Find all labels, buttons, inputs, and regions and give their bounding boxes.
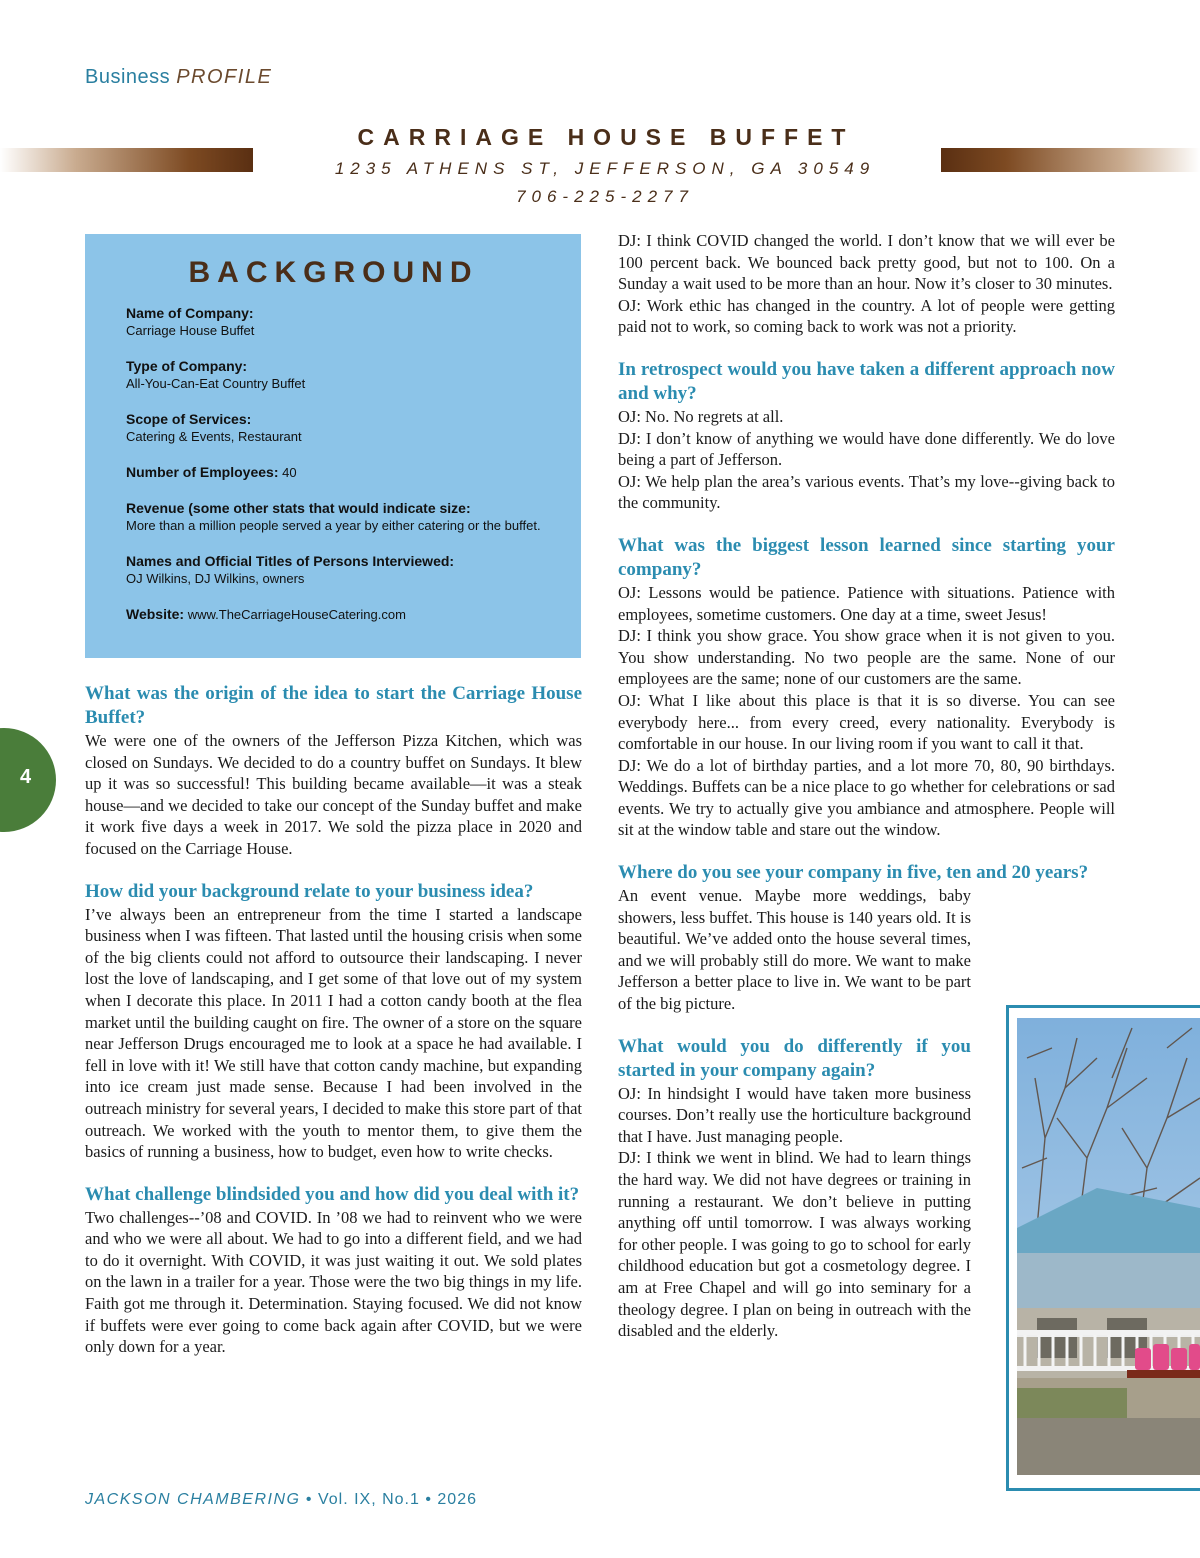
answer-paragraph: DJ: I think we went in blind. We had to learn things the hard way. We did not have degrees or training in running a restaurant. We don’t believe in putting anything off until tomorrow. I was always working for other people. I was going to go to school for early childhood education but got a cosmetology degree. I am at Free Chapel and will go into seminary for a theology degree. I plan on being in outreach with the disabled and the elderly.	[618, 1148, 971, 1341]
background-heading: BACKGROUND	[188, 256, 479, 289]
field-label: Scope of Services:	[126, 411, 252, 427]
answer-paragraph: DJ: I think you show grace. You show grace when it is not given to you. You show understanding. No two people are the same. None of our employees are the same; none of our customers are the same.	[618, 626, 1115, 689]
title-block	[0, 124, 1200, 207]
field-label: Names and Official Titles of Persons Interviewed:	[126, 553, 455, 569]
field-label: Website:	[126, 606, 185, 622]
field-value: All-You-Can-Eat Country Buffet	[126, 376, 306, 391]
field-value: OJ Wilkins, DJ Wilkins, owners	[126, 571, 305, 586]
answer-paragraph: I’ve always been an entrepreneur from the time I started a landscape business when I was fifteen. That lasted until the housing crisis when some of the big clients could not afford to outsource their landscaping. I never lost the love of landscaping, and I get some of that love out of my system when I decorate this place. In 2011 I had a cotton candy booth at the flea market until the building caught on fire. The owner of a store on the square near Jefferson Drugs encouraged me to look at a space he had available. I fell in love with it! We still have that cotton candy machine, but expanding into ice cream just made sense. Because I had been involved in the outreach ministry for several years, I decided to make this store part of that outreach. We worked with the youth to mentor them, to give them the basics of running a business, how to budget, even how to write checks.	[85, 904, 582, 1162]
publication-name: JACKSON CHAMBERING	[85, 1491, 301, 1508]
field-label: Number of Employees:	[126, 464, 279, 480]
question-heading: Where do you see your company in five, ten and 20 years?	[618, 862, 1089, 884]
section-label	[85, 66, 272, 89]
field-value: Catering & Events, Restaurant	[126, 429, 302, 444]
field-label: Name of Company:	[126, 305, 254, 321]
answer-paragraph: DJ: I think COVID changed the world. I don’t know that we will ever be 100 percent back. We bounced back pretty good, but not to 100. On a Sunday a wait used to be more than an hour. Now it’s closer to 30 minutes.	[618, 231, 1115, 294]
left-column	[85, 682, 582, 1358]
footer	[85, 1491, 477, 1509]
background-box	[85, 234, 581, 658]
field-company-name	[126, 304, 541, 340]
field-value: More than a million people served a year by either catering or the buffet.	[126, 518, 541, 533]
question-heading: In retrospect would you have taken a different approach now and why?	[618, 358, 1115, 404]
question-heading: What challenge blindsided you and how did you deal with it?	[85, 1183, 580, 1205]
company-phone: 706-225-2277	[516, 187, 694, 206]
question-heading: What would you do differently if you started in your company again?	[618, 1035, 971, 1081]
field-website	[126, 605, 541, 624]
question-heading: What was the origin of the idea to start the Carriage House Buffet?	[85, 683, 582, 728]
answer-paragraph: OJ: In hindsight I would have taken more business courses. Don’t really use the horticulture background that I have. Just managing people.	[618, 1083, 971, 1146]
website-link[interactable]: www.TheCarriageHouseCatering.com	[184, 607, 406, 622]
answer-paragraph: OJ: We help plan the area’s various events. That’s my love--giving back to the community.	[618, 471, 1115, 513]
question-heading: How did your background relate to your business idea?	[85, 880, 534, 902]
company-address: 1235 ATHENS ST, JEFFERSON, GA 30549	[334, 159, 876, 178]
field-label: Type of Company:	[126, 358, 248, 374]
answer-paragraph: Two challenges--’08 and COVID. In ’08 we had to reinvent who we were and who we were all about. We had to go into a different field, and we had to do it overnight. With COVID, it was just waiting it out. We sold plates on the lawn in a trailer for a year. Those were the two big things in my life. Faith got me through it. Determination. Staying focused. We did not know if buffets were ever going to come back again after COVID, but we were only down for a year.	[85, 1207, 582, 1357]
section-label-main: Business	[85, 66, 171, 88]
field-scope	[126, 410, 541, 446]
page-number: 4	[20, 766, 32, 788]
field-persons	[126, 552, 541, 588]
answer-paragraph: We were one of the owners of the Jefferson Pizza Kitchen, which was closed on Sundays. We decided to do a country buffet on Sundays. It blew up it was so successful! This building became available—it was a steak house—and we decided to take our concept of the Sunday buffet and make it work five days a week in 2017. We sold the pizza place in 2020 and focused on the Carriage House.	[85, 731, 582, 858]
field-value: 40	[278, 465, 297, 480]
issue-info: • Vol. IX, No.1 • 2026	[300, 1491, 477, 1508]
question-heading: What was the biggest lesson learned since starting your company?	[618, 534, 1115, 580]
company-title: CARRIAGE HOUSE BUFFET	[357, 124, 855, 150]
field-label: Revenue (some other stats that would indicate size:	[126, 500, 471, 516]
field-employees	[126, 463, 541, 482]
answer-paragraph: DJ: I don’t know of anything we would have done differently. We do love being a part of Jefferson.	[618, 428, 1115, 470]
section-label-em: PROFILE	[176, 66, 273, 88]
narrow-text-block	[618, 885, 971, 1342]
answer-paragraph: An event venue. Maybe more weddings, baby showers, less buffet. This house is 140 years old. It is beautiful. We’ve added onto the house several times, and we will probably still do more. We want to make Jefferson a better place to live in. We want to be part of the big picture.	[618, 886, 971, 1014]
field-value: Carriage House Buffet	[126, 323, 255, 338]
answer-paragraph: OJ: No. No regrets at all.	[618, 406, 784, 426]
house-photo	[1017, 1018, 1200, 1475]
answer-paragraph: DJ: We do a lot of birthday parties, and a lot more 70, 80, 90 birthdays. Weddings. Buffets can be a nice place to go whether for celebrations or sad events. We try to actually give you ambiance and atmosphere. People will sit at the window table and stare out the window.	[618, 755, 1115, 840]
answer-paragraph: OJ: Work ethic has changed in the country. A lot of people were getting paid not to work, so coming back to work was not a priority.	[618, 295, 1115, 337]
field-company-type	[126, 357, 541, 393]
answer-paragraph: OJ: What I like about this place is that it is so diverse. You can see everybody here... from every creed, every nationality. Everybody is comfortable in our house. In our living room if you want to call it that.	[618, 690, 1115, 754]
field-revenue	[126, 499, 541, 535]
answer-paragraph: OJ: Lessons would be patience. Patience with situations. Patience with employees, sometime customers. One day at a time, sweet Jesus!	[618, 582, 1115, 624]
